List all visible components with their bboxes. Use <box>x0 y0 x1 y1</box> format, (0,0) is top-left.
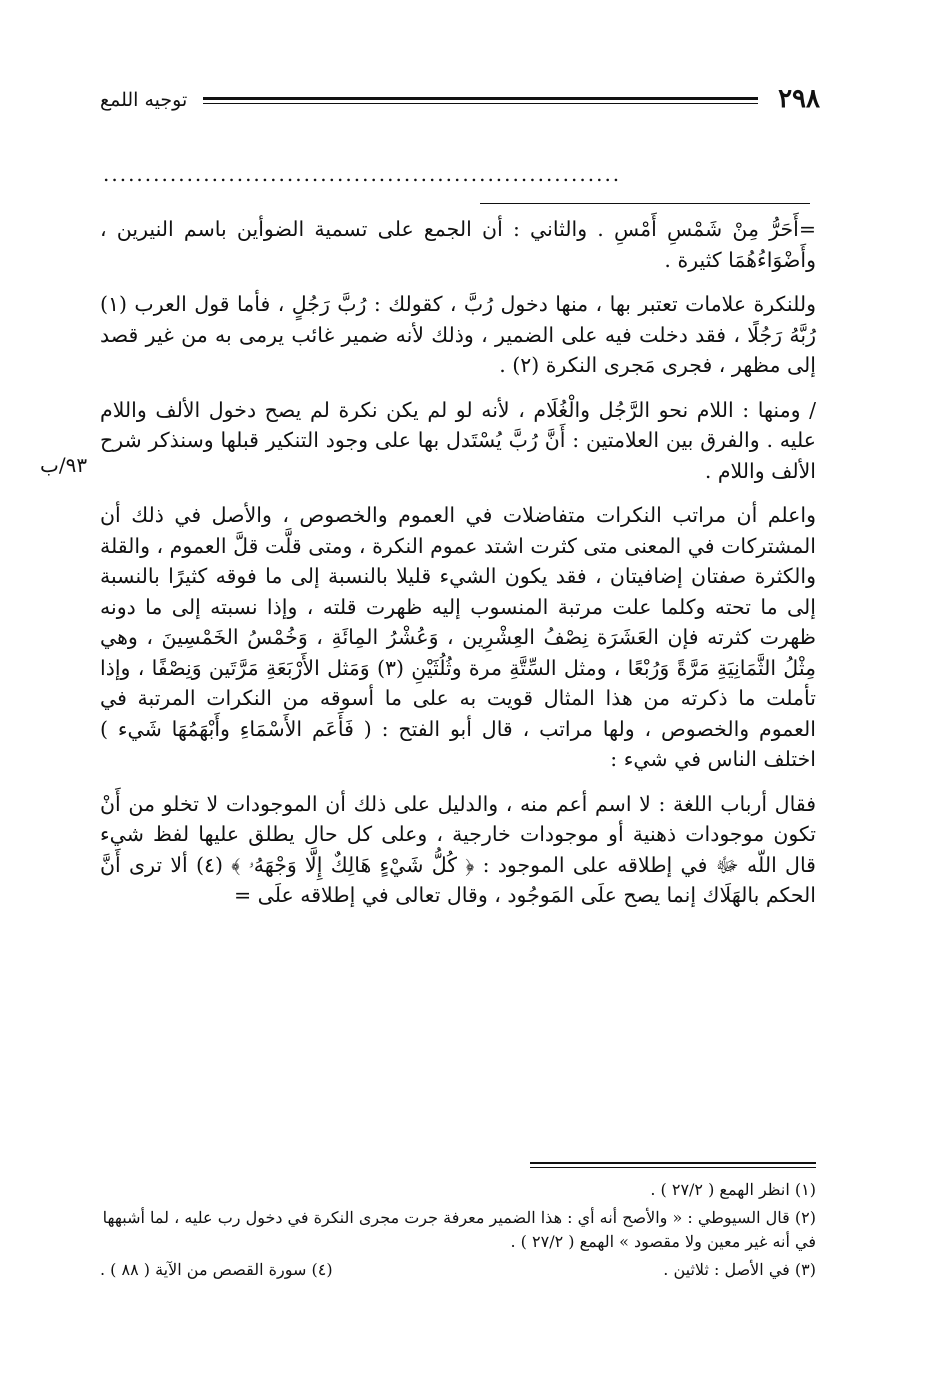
main-text <box>100 214 816 925</box>
margin-note: ٩٣/ب <box>40 453 88 477</box>
continuation-rule <box>480 203 810 204</box>
footnote-1: (١) انظر الهمع ( ٢٧/٢ ) . <box>650 1180 816 1199</box>
footnote-3: (٣) في الأصل : ثلاثين . <box>663 1260 816 1279</box>
paragraph-1: =أَحَرُّ مِنْ شَمْسِ أَمْسِ . والثاني : أن الجمع على تسمية الضوأين باسم النيرين ، وأَضْوَاءُهُمَا كثيرة . <box>100 217 816 272</box>
page-header <box>100 84 820 124</box>
paragraph-5: فقال أرباب اللغة : لا اسم أعم منه ، والدليل على ذلك أن الموجودات لا تخلو من أَنْ تكون موجودات ذهنية أو موجودات خارجية ، وعلى كل حال يطلق عليها لفظ شيء قال اللّه ﷻ في إطلاقه على الموجود : ﴿ كُلُّ شَيْءٍ هَالِكٌ إِلَّا وَجْهَهُۥ ﴾ (٤) ألا ترى أَنَّ الحكم بالهَلَاك إنما يصح علَى المَوجُود ، وقال تعالى في إطلاقه علَى = <box>100 791 816 907</box>
header-rule-thin <box>203 103 758 104</box>
footnote-row <box>100 1258 816 1282</box>
footnotes <box>100 1178 816 1282</box>
footnote-2: (٢) قال السيوطي : « والأصح أنه أي : هذا الضمير معرفة جرت مجرى النكرة في دخول رب عليه ، لما أشبهها في أنه غير معين ولا مقصود » الهمع ( ٢٧/٢ ) . <box>102 1208 816 1251</box>
dotted-separator: .............................................................. <box>103 164 622 184</box>
footnote-rule-thin <box>530 1167 816 1168</box>
paragraph-3: / ومنها : اللام نحو الرَّجُل والْغُلَام ، لأنه لو لم يكن نكرة لم يصح دخول الألف واللام عليه . والفرق بين العلامتين : أَنَّ رُبَّ يُسْتَدل بها على وجود التنكير قبلها وسنذكر شرح الألف واللام . <box>100 397 816 483</box>
paragraph-2: وللنكرة علامات تعتبر بها ، منها دخول رُبَّ ، كقولك : رُبَّ رَجُلٍ ، فأما قول العرب (١) رُبَّهُ رَجُلًا ، فقد دخلت فيه على الضمير ، وذلك لأنه ضمير غائب يرمى به من غير قصد إلى مظهر ، فجرى مَجرى النكرة (٢) . <box>100 292 816 377</box>
paragraph-4: واعلم أن مراتب النكرات متفاضلات في العموم والخصوص ، والأصل في ذلك أن المشتركات في المعنى متى كثرت اشتد عموم النكرة ، ومتى قلَّت قلَّ العموم ، والقلة والكثرة صفتان إضافيتان ، فقد يكون الشيء قليلا بالنسبة إلى ما فوقه كثيرًا بالنسبة إلى ما تحته وكلما علت مرتبة المنسوب إليه ظهرت قلته ، وإذا نسبته إلى ما دونه ظهرت كثرته فإن العَشَرَة نِصْفُ العِشْرِين ، وَعُشْرُ المِائَةِ ، وَخُمْسُ الخَمْسِينَ ، وهي مِثْلُ الثَّمَانِيَةِ مَرَّةً وَرُبْعًا ، ومثل السِّتَّةِ مرة وثُلُثَيْنِ (٣) وَمَثل الأَرْبَعَةِ مَرَّتَين وَنِصْفًا ، وإذا تأملت ما ذكرته من هذا المثال قويت به على ما أسوقه من النكرات المرتبة في العموم والخصوص ، ولها مراتب ، قال أبو الفتح : ( فَأَعَم الأَسْمَاءِ وأَبْهَمُهَا شَيء ) اختلف الناس في شيء : <box>100 503 816 771</box>
page-number: ٢٩٨ <box>778 84 820 114</box>
running-title: توجيه اللمع <box>100 89 188 111</box>
footnote-4: (٤) سورة القصص من الآية ( ٨٨ ) . <box>100 1260 333 1279</box>
header-rule <box>203 97 758 100</box>
footnote-rule <box>530 1162 816 1164</box>
